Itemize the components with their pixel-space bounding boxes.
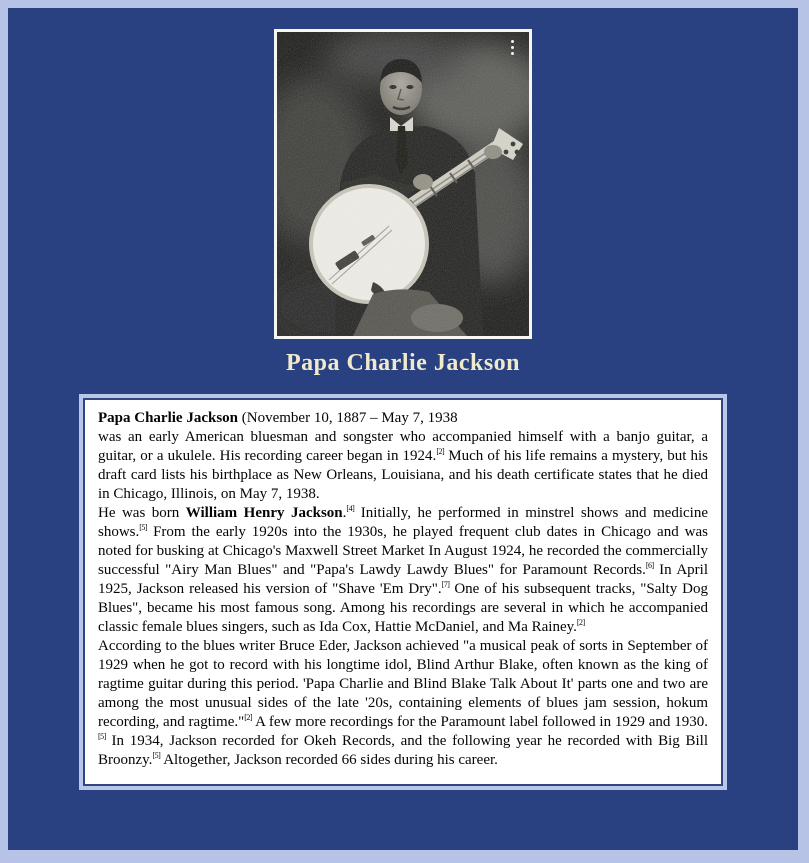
body-text: (November 10, 1887 – May 7, 1938	[238, 410, 458, 426]
citation-ref[interactable]: [7]	[441, 580, 450, 589]
photo-figure	[274, 29, 532, 339]
body-text: .	[342, 505, 347, 521]
content-panel	[8, 8, 798, 850]
body-text: A few more recordings for the Paramount label followed in 1929 and 1930.	[252, 714, 708, 730]
body-text: Much of his life remains a mystery, but his draft card lists his birthplace as New Orleans, Louisiana, and his death certificate states that he died in Chicago, Illinois, on May 7, 1938.	[98, 448, 708, 502]
citation-ref[interactable]: [2]	[244, 713, 253, 722]
body-text: was an early American bluesman and songster who accompanied himself with a banjo guitar, a guitar, or a ukulele. His recording career began in 1924.	[98, 429, 708, 464]
article-paragraph	[98, 637, 708, 770]
body-text: Altogether, Jackson recorded 66 sides during his career.	[160, 752, 498, 768]
citation-ref[interactable]: [5]	[98, 732, 106, 741]
citation-ref[interactable]: [4]	[346, 504, 355, 513]
citation-ref[interactable]: [5]	[152, 751, 161, 760]
article-paragraphs	[83, 398, 723, 786]
bold-text: Papa Charlie Jackson	[98, 410, 239, 426]
body-text: One of his subsequent tracks, "Salty Dog Blues", became his most famous song. Among his recordings are several in which he accompanied classic female blues singers, such as Ida Cox, Hattie McDaniel, and Ma Rainey.	[98, 581, 708, 635]
body-text: In 1934, Jackson recorded for Okeh Records, and the following year he recorded with Big Bill Broonzy.	[98, 733, 708, 768]
body-text: According to the blues writer Bruce Eder, Jackson achieved "a musical peak of sorts in September of 1929 when he got to record with his longtime idol, Blind Arthur Blake, often known as the king of ragtime guitar during this period. 'Papa Charlie and Blind Blake Talk About It' parts one and two are among the most unusual sides of the late '20s, containing elements of blues jam session, hokum recording, and ragtime."	[98, 638, 708, 730]
citation-ref[interactable]: [5]	[139, 523, 148, 532]
article-paragraph	[98, 409, 708, 504]
kebab-menu-icon[interactable]	[505, 34, 519, 60]
body-text: Initially, he performed in minstrel shows and medicine shows.	[98, 505, 708, 540]
body-text: He was born	[98, 505, 186, 521]
portrait-photo[interactable]	[274, 29, 532, 339]
citation-ref[interactable]: [6]	[645, 561, 654, 570]
bold-text: William Henry Jackson	[185, 505, 343, 521]
body-text: In April 1925, Jackson released his version of "Shave 'Em Dry".	[98, 562, 708, 597]
citation-ref[interactable]: [2]	[436, 447, 445, 456]
portrait-photo-art	[277, 32, 529, 336]
citation-ref[interactable]: [2]	[576, 618, 585, 627]
body-text: From the early 1920s into the 1930s, he played frequent club dates in Chicago and was noted for busking at Chicago's Maxwell Street Market In August 1924, he recorded the commercially successful "Airy Man Blues" and "Papa's Lawdy Lawdy Blues" for Paramount Records.	[98, 524, 708, 578]
photo-caption: Papa Charlie Jackson	[285, 350, 520, 376]
article-box	[79, 394, 727, 790]
article-paragraph	[98, 504, 708, 637]
